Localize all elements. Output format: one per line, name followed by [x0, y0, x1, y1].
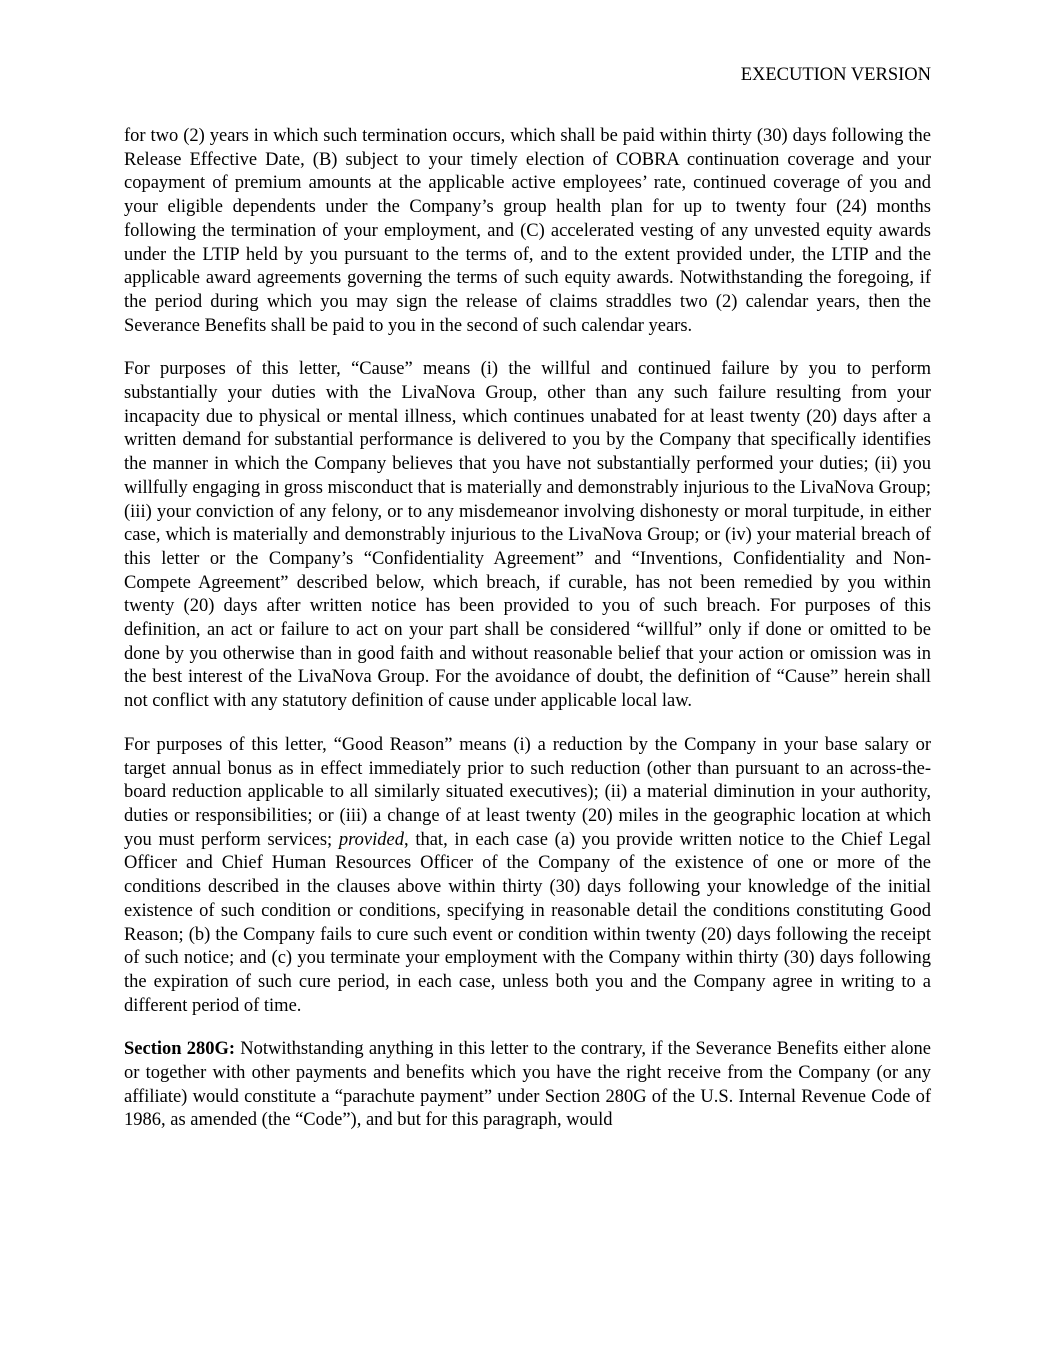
severance-benefits-paragraph: for two (2) years in which such termination occurs, which shall be paid within thirty (30) days following the Release Effective Date, (B) subject to your timely election of COBRA continuation coverage and your copayment of premium amounts at the applicable active employees’ rate, continued coverage of you and your eligible dependents under the Company’s group health plan for up to twenty four (24) months following the termination of your employment, and (C) accelerated vesting of any unvested equity awards under the LTIP held by you pursuant to the terms of, and to the extent provided under, the LTIP and the applicable award agreements governing the terms of such equity awards. Notwithstanding the foregoing, if the period during which you may sign the release of claims straddles two (2) calendar years, then the Severance Benefits shall be paid to you in the second of such calendar years.	[124, 126, 931, 336]
section-280g-heading: Section 280G:	[124, 1039, 236, 1060]
provided-italic-term: provided	[338, 829, 404, 850]
good-reason-text-end: , that, in each case (a) you provide written notice to the Chief Legal Officer and Chief Human Resources Officer of the Company of the existence of one or more of the conditions described in the clauses above within thirty (30) days following your knowledge of the initial existence of such condition or conditions, specifying in reasonable detail the conditions constituting Good Reason; (b) the Company fails to cure such event or condition within twenty (20) days following the receipt of such notice; and (c) you terminate your employment with the Company within thirty (30) days following the expiration of such cure period, in each case, unless both you and the Company agree in writing to a different period of time.	[124, 829, 931, 1016]
section-280g-paragraph	[124, 1038, 931, 1133]
good-reason-definition-paragraph	[124, 734, 931, 1018]
execution-version-header: EXECUTION VERSION	[740, 65, 931, 85]
letter-body	[124, 125, 931, 1133]
section-280g-text: Notwithstanding anything in this letter to the contrary, if the Severance Benefits either alone or together with other payments and benefits which you have the right receive from the Company (or any affiliate) would constitute a “parachute payment” under Section 280G of the U.S. Internal Revenue Code of 1986, as amended (the “Code”), and but for this paragraph, would	[124, 1039, 931, 1131]
good-reason-text-start: For purposes of this letter, “Good Reason” means (i) a reduction by the Company in your base salary or target annual bonus as in effect immediately prior to such reduction (other than pursuant to an across-the-board reduction applicable to all similarly situated executives); (ii) a material diminution in your authority, duties or responsibilities; or (iii) a change of at least twenty (20) miles in the geographic location at which you must perform services;	[124, 734, 931, 850]
cause-definition-paragraph: For purposes of this letter, “Cause” means (i) the willful and continued failure by you to perform substantially your duties with the LivaNova Group, other than any such failure resulting from your incapacity due to physical or mental illness, which continues unabated for at least twenty (20) days after a written demand for substantial performance is delivered to you by the Company that specifically identifies the manner in which the Company believes that you have not substantially performed your duties; (ii) you willfully engaging in gross misconduct that is materially and demonstrably injurious to the LivaNova Group; (iii) your conviction of any felony, or to any misdemeanor involving dishonesty or moral turpitude, in either case, which is materially and demonstrably injurious to the LivaNova Group; or (iv) your material breach of this letter or the Company’s “Confidentiality Agreement” and “Inventions, Confidentiality and Non-Compete Agreement” described below, which breach, if curable, has not been remedied by you within twenty (20) days after written notice has been provided to you of such breach. For purposes of this definition, an act or failure to act on your part shall be considered “willful” only if done or omitted to be done by you otherwise than in good faith and without reasonable belief that your action or omission was in the best interest of the LivaNova Group. For the avoidance of doubt, the definition of “Cause” herein shall not conflict with any statutory definition of cause under applicable local law.	[124, 359, 931, 712]
